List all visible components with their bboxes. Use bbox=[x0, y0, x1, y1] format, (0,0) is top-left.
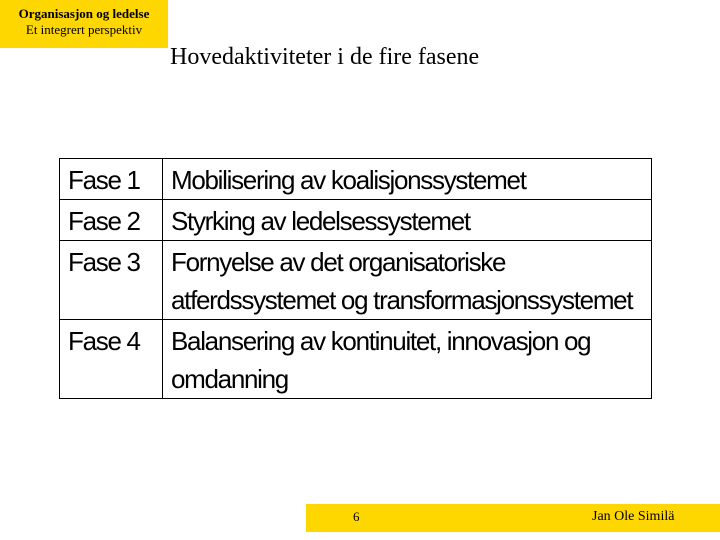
table-row bbox=[60, 200, 652, 241]
course-title: Organisasjon og ledelse bbox=[18, 6, 150, 21]
phase-description: Fornyelse av det organisatoriske atferdssystemet og transformasjonssystemet bbox=[163, 241, 652, 320]
page-number: 6 bbox=[353, 509, 360, 524]
phases-table bbox=[59, 158, 652, 399]
slide-title: Hovedaktiviteter i de fire fasene bbox=[170, 44, 480, 70]
phase-label: Fase 2 bbox=[60, 200, 163, 241]
table-row bbox=[60, 320, 652, 399]
author-name: Jan Ole Similä bbox=[592, 509, 675, 524]
phase-description: Styrking av ledelsessystemet bbox=[163, 200, 652, 241]
phase-label: Fase 1 bbox=[60, 159, 163, 200]
course-subtitle: Et integrert perspektiv bbox=[25, 22, 143, 37]
phase-description: Mobilisering av koalisjonssystemet bbox=[163, 159, 652, 200]
table-row bbox=[60, 159, 652, 200]
phase-description: Balansering av kontinuitet, innovasjon og omdanning bbox=[163, 320, 652, 399]
course-badge bbox=[0, 0, 168, 48]
phase-label: Fase 3 bbox=[60, 241, 163, 320]
phase-label: Fase 4 bbox=[60, 320, 163, 399]
table-row bbox=[60, 241, 652, 320]
